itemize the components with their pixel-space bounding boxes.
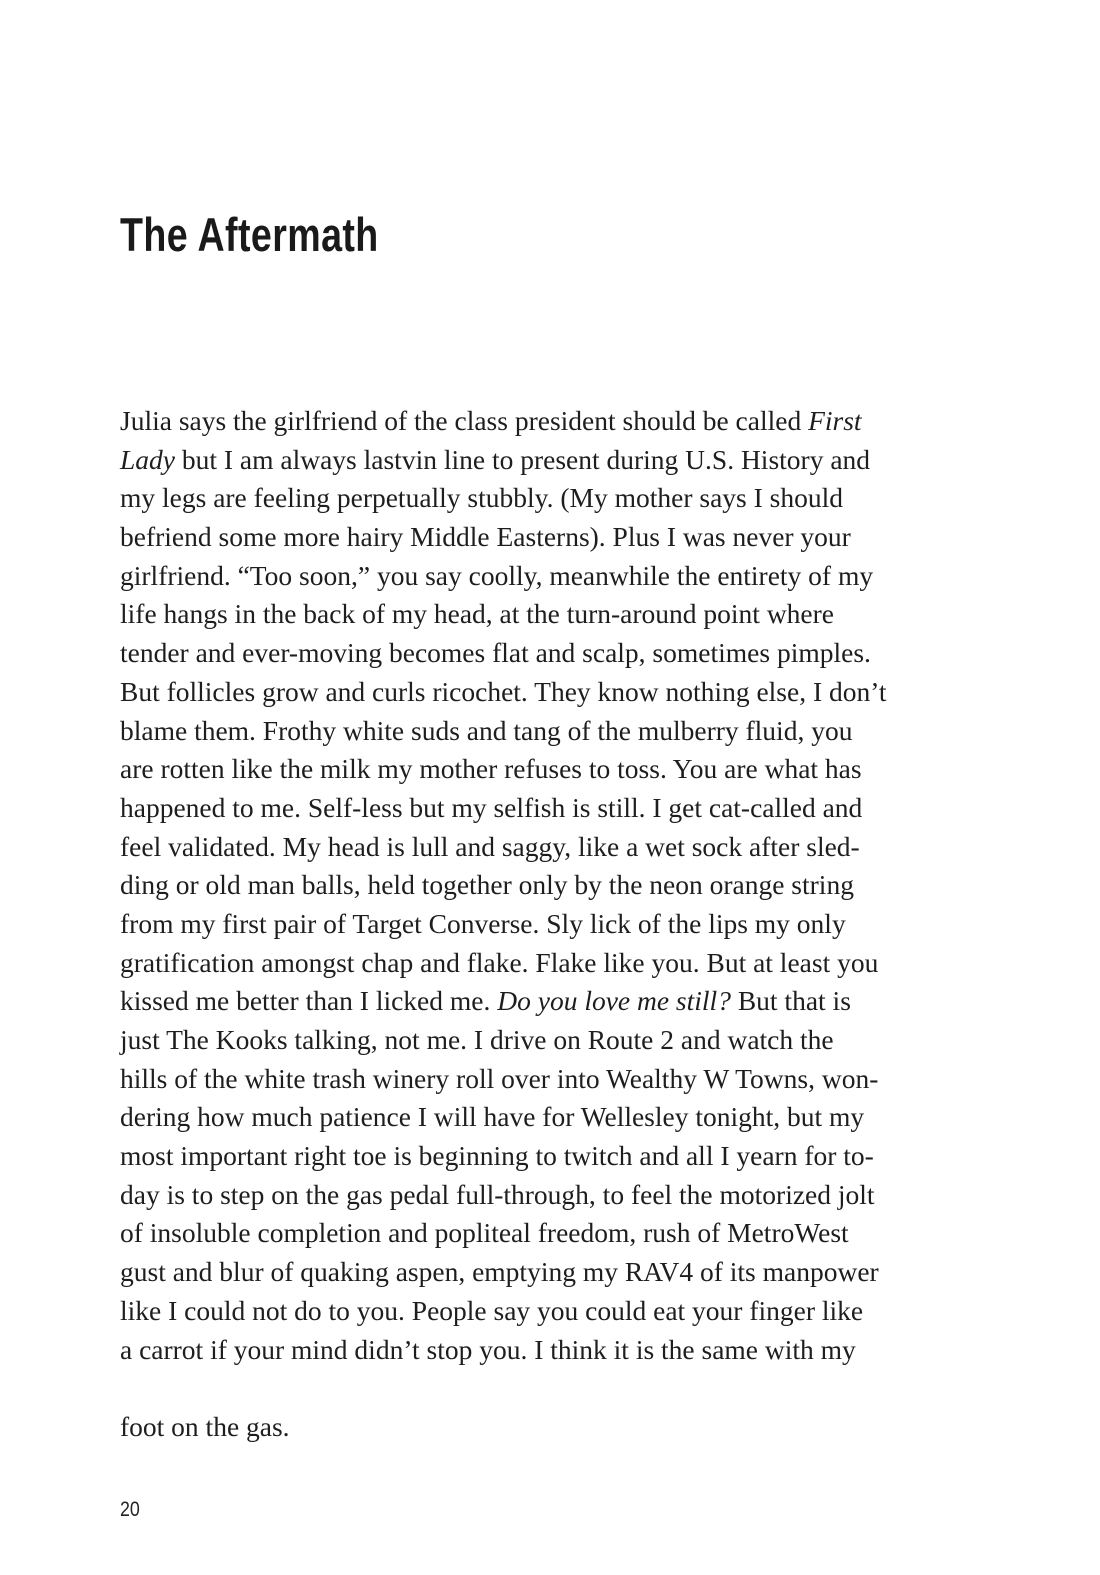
text-run: gust and blur of quaking aspen, emptying my RAV4 of its manpower bbox=[120, 1256, 879, 1288]
text-line bbox=[120, 479, 980, 518]
text-line bbox=[120, 673, 980, 712]
text-line bbox=[120, 1292, 980, 1331]
text-line bbox=[120, 1253, 980, 1292]
text-line bbox=[120, 750, 980, 789]
body-paragraph bbox=[120, 402, 980, 1369]
text-line bbox=[120, 828, 980, 867]
text-run: from my first pair of Target Converse. Sly lick of the lips my only bbox=[120, 907, 846, 939]
text-line bbox=[120, 982, 980, 1021]
text-line bbox=[120, 1137, 980, 1176]
text-run: ding or old man balls, held together only by the neon orange string bbox=[120, 869, 854, 901]
text-line bbox=[120, 1060, 980, 1099]
text-run: are rotten like the milk my mother refuses to toss. You are what has bbox=[120, 753, 862, 785]
text-line bbox=[120, 518, 980, 557]
text-line bbox=[120, 1176, 980, 1215]
text-line bbox=[120, 1021, 980, 1060]
text-line bbox=[120, 712, 980, 751]
text-line bbox=[120, 866, 980, 905]
text-line bbox=[120, 595, 980, 634]
text-line bbox=[120, 1098, 980, 1137]
text-run: hills of the white trash winery roll over into Wealthy W Towns, won- bbox=[120, 1062, 879, 1094]
italic-text: Lady bbox=[120, 443, 175, 475]
italic-text: Do you love me still? bbox=[497, 985, 731, 1017]
text-run: gratification amongst chap and flake. Flake like you. But at least you bbox=[120, 946, 879, 978]
text-line bbox=[120, 634, 980, 673]
italic-text: First bbox=[808, 405, 862, 436]
text-line bbox=[120, 944, 980, 983]
text-run: dering how much patience I will have for Wellesley tonight, but my bbox=[120, 1101, 865, 1133]
text-run: like I could not do to you. People say you could eat your finger like bbox=[120, 1294, 864, 1326]
text-run: girlfriend. “Too soon,” you say coolly, meanwhile the entirety of my bbox=[120, 559, 874, 591]
text-run: but I am always lastvin line to present during U.S. History and bbox=[175, 443, 871, 475]
text-run: of insoluble completion and popliteal freedom, rush of MetroWest bbox=[120, 1217, 849, 1249]
text-run: But that is bbox=[730, 985, 851, 1017]
text-line bbox=[120, 1331, 980, 1370]
text-run: day is to step on the gas pedal full-through, to feel the motorized jolt bbox=[120, 1178, 875, 1210]
text-run: befriend some more hairy Middle Easterns). Plus I was never your bbox=[120, 521, 851, 553]
text-line bbox=[120, 402, 980, 441]
text-run: kissed me better than I licked me. bbox=[120, 985, 498, 1017]
text-line bbox=[120, 441, 980, 480]
text-run: most important right toe is beginning to twitch and all I yearn for to- bbox=[120, 1140, 874, 1172]
text-run: Julia says the girlfriend of the class president should be called bbox=[120, 405, 809, 436]
text-run: a carrot if your mind didn’t stop you. I think it is the same with my bbox=[120, 1333, 856, 1365]
page-number: 20 bbox=[120, 1498, 140, 1521]
text-run: feel validated. My head is lull and saggy, like a wet sock after sled- bbox=[120, 830, 860, 862]
text-run: But follicles grow and curls ricochet. They know nothing else, I don’t bbox=[120, 675, 887, 707]
text-run: life hangs in the back of my head, at the turn-around point where bbox=[120, 598, 835, 630]
chapter-title: The Aftermath bbox=[120, 208, 379, 261]
text-run: just The Kooks talking, not me. I drive on Route 2 and watch the bbox=[120, 1024, 834, 1055]
text-line bbox=[120, 1214, 980, 1253]
text-run: my legs are feeling perpetually stubbly. (My mother says I should bbox=[120, 482, 843, 514]
text-run: happened to me. Self-less but my selfish is still. I get cat-called and bbox=[120, 791, 863, 823]
text-run: blame them. Frothy white suds and tang of the mulberry fluid, you bbox=[120, 714, 853, 746]
text-line bbox=[120, 905, 980, 944]
body-final-line: foot on the gas. bbox=[120, 1411, 290, 1442]
text-line bbox=[120, 557, 980, 596]
text-run: tender and ever-moving becomes flat and scalp, sometimes pimples. bbox=[120, 637, 871, 669]
text-line bbox=[120, 789, 980, 828]
